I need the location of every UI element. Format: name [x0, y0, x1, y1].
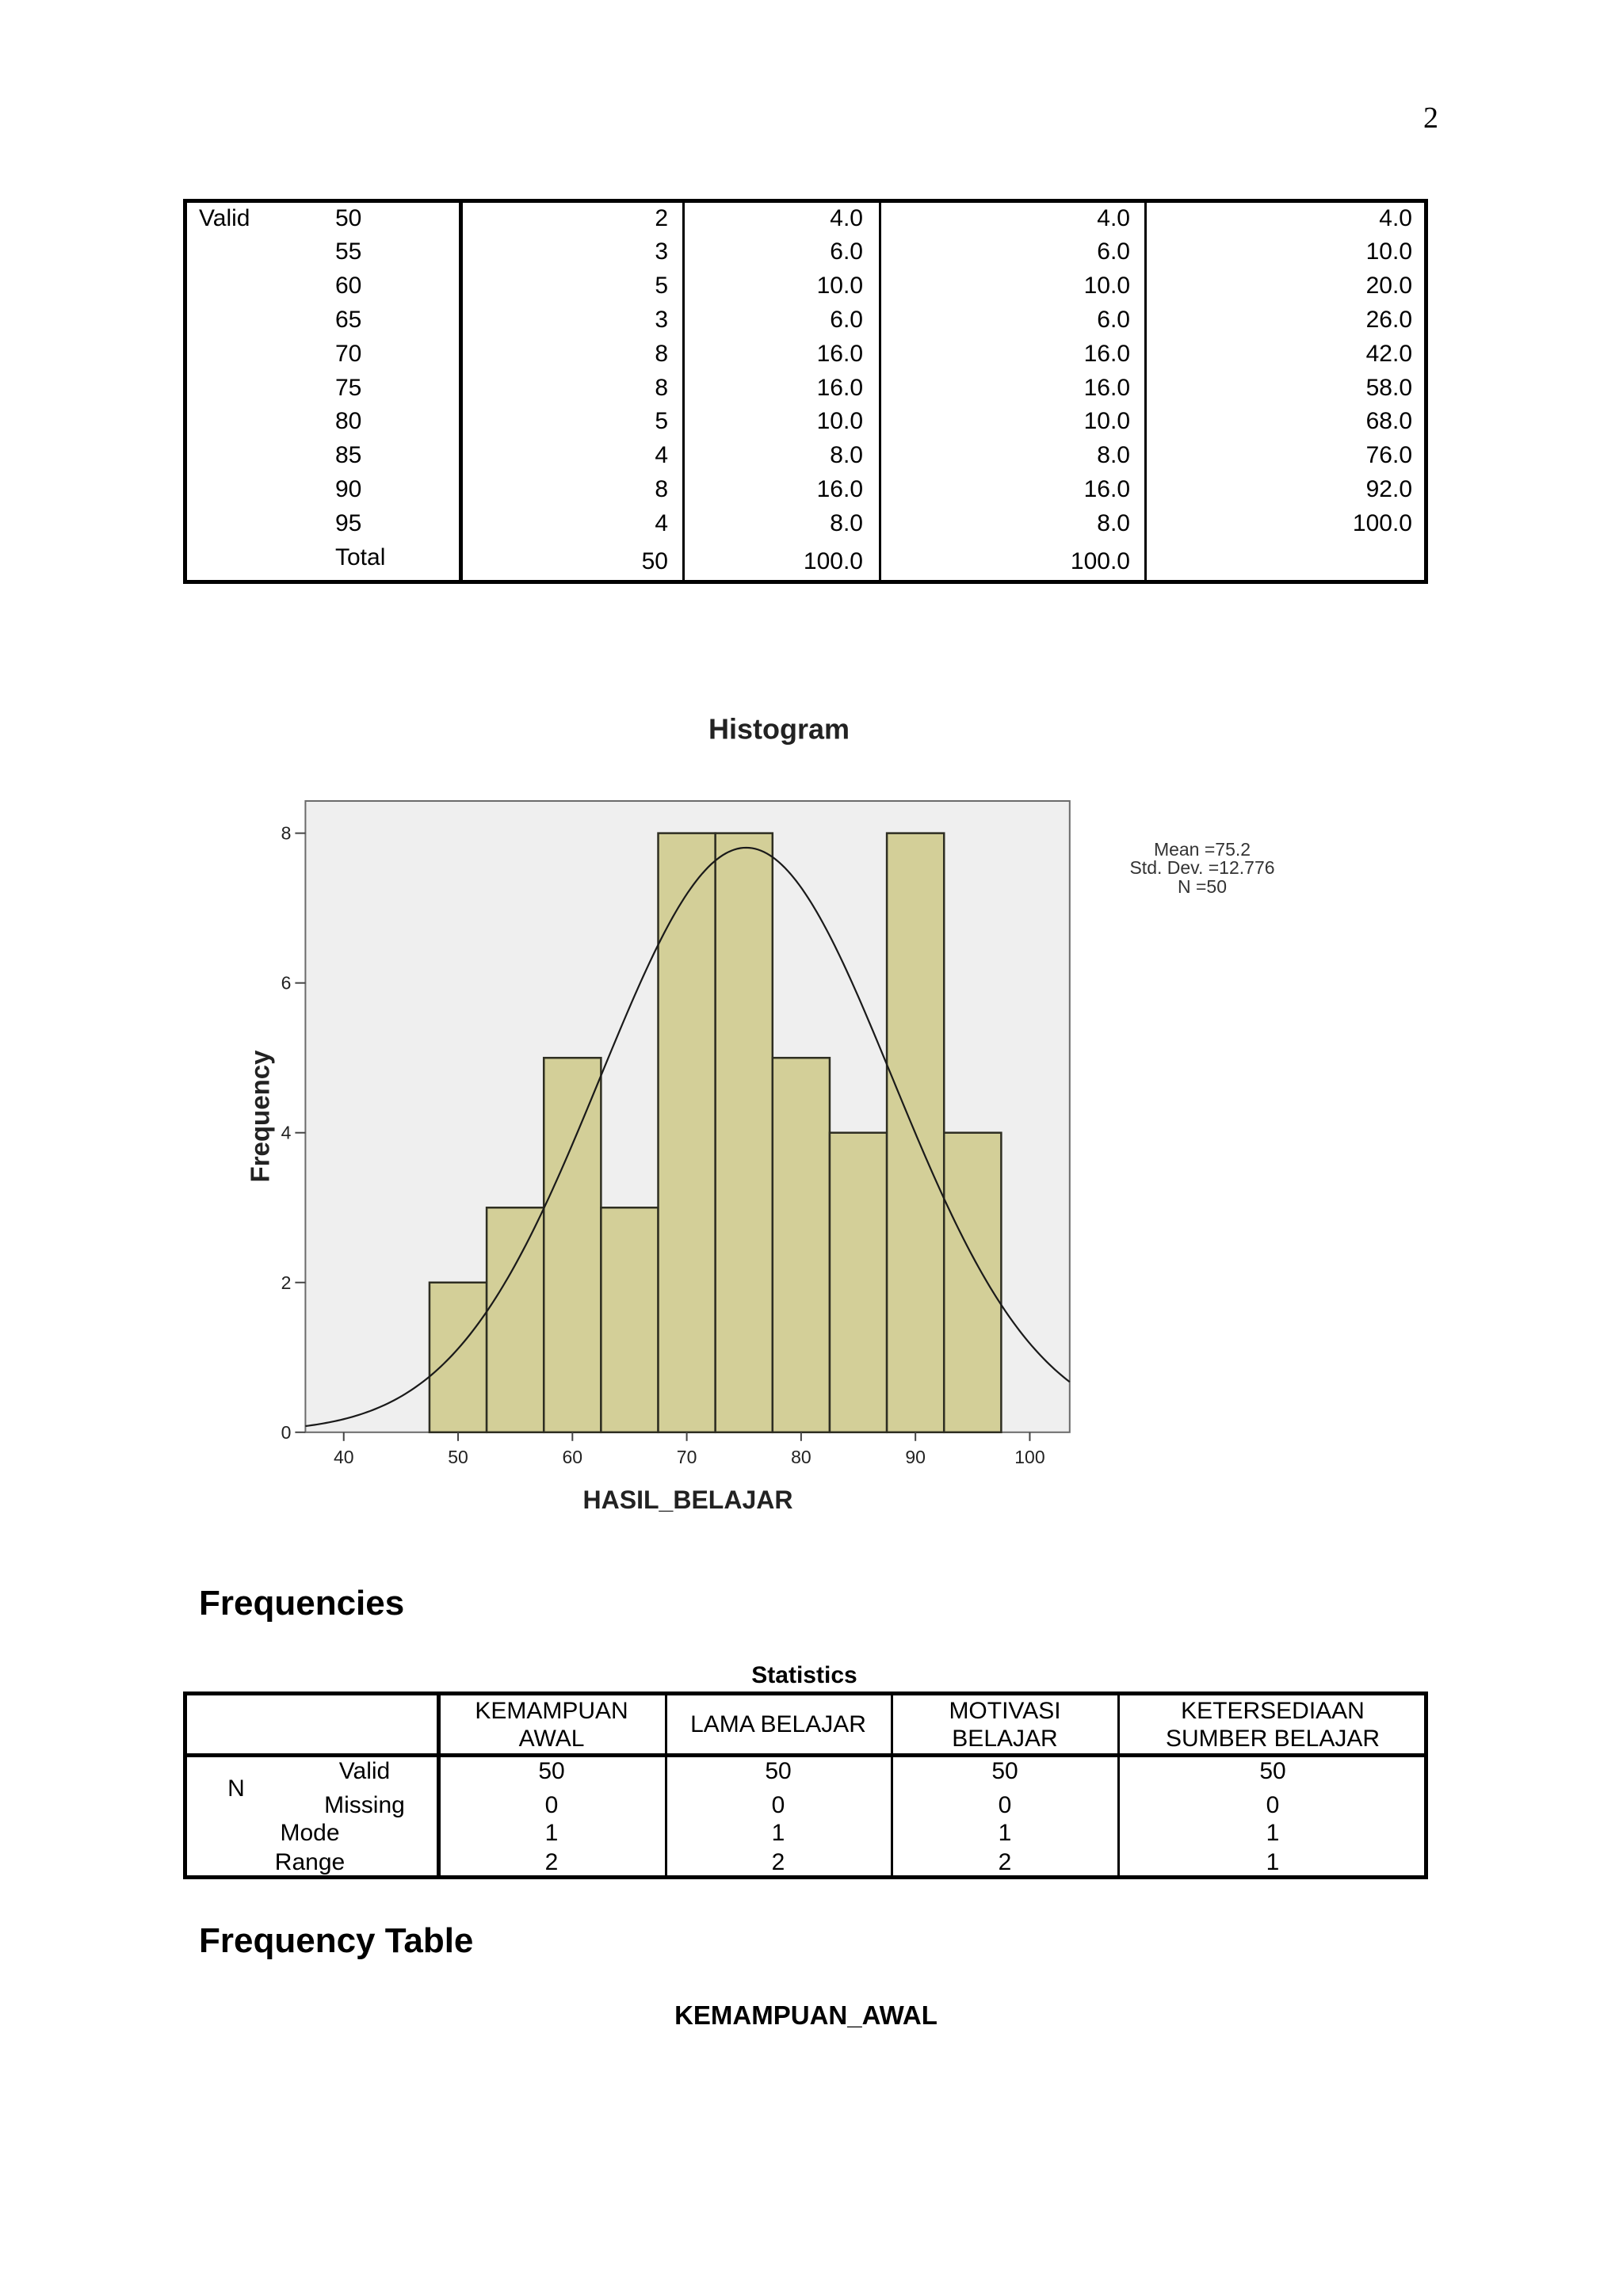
histogram-bar: [944, 1133, 1001, 1432]
frequency-row: [187, 509, 1424, 536]
value-label: 75: [335, 374, 362, 401]
value-label: Total: [335, 544, 386, 570]
statistic-value: 1: [544, 1820, 559, 1846]
cumulative-percent-cell: 58.0: [1365, 374, 1412, 401]
histogram-bar: [601, 1207, 658, 1432]
legend-mean: Mean =75.2: [1153, 839, 1251, 860]
histogram-bar: [544, 1058, 601, 1432]
statistics-row: [187, 1760, 1424, 1783]
percent-cell: 10.0: [816, 273, 863, 299]
cumulative-percent-cell: 42.0: [1365, 340, 1412, 367]
percent-cell: 16.0: [816, 340, 863, 367]
percent-cell: 16.0: [816, 476, 863, 502]
legend-n: N =50: [1177, 876, 1228, 897]
y-tick-label: 2: [281, 1272, 292, 1293]
valid-percent-cell: 100.0: [1070, 548, 1130, 574]
percent-cell: 6.0: [830, 238, 863, 265]
cumulative-percent-cell: [1238, 550, 1412, 574]
valid-percent-cell: 6.0: [1097, 238, 1130, 265]
column-header-line: SUMBER BELAJAR: [1165, 1725, 1381, 1752]
frequency-row: [187, 478, 1424, 502]
cumulative-percent-cell: 92.0: [1365, 476, 1412, 502]
frequency-row: [187, 376, 1424, 400]
row-label: Mode: [280, 1820, 340, 1846]
row-label: Valid: [338, 1758, 391, 1784]
histogram-chart: [222, 689, 1331, 1529]
chart-title: Histogram: [708, 712, 850, 746]
statistic-value: 50: [991, 1758, 1018, 1784]
y-tick-label: 4: [281, 1122, 292, 1143]
percent-cell: 10.0: [816, 408, 863, 435]
percent-cell: 8.0: [830, 442, 863, 469]
x-tick-label: 50: [448, 1446, 468, 1467]
value-label: 80: [335, 408, 362, 435]
x-tick-label: 80: [791, 1446, 812, 1467]
percent-cell: 6.0: [830, 307, 863, 333]
x-axis: [334, 1432, 1045, 1467]
cumulative-percent-cell: 4.0: [1379, 204, 1412, 231]
x-tick-label: 70: [676, 1446, 697, 1467]
valid-percent-cell: 4.0: [1097, 204, 1130, 231]
column-header-line: MOTIVASI: [949, 1697, 1061, 1724]
statistic-value: 0: [1266, 1792, 1280, 1818]
frequency-cell: 50: [641, 548, 668, 574]
statistic-value: 0: [998, 1792, 1012, 1818]
column-divider: [1117, 1695, 1120, 1875]
value-label: 85: [335, 442, 362, 469]
header-divider: [187, 1753, 1424, 1757]
valid-percent-cell: 8.0: [1097, 442, 1130, 469]
frequency-row: [187, 410, 1424, 433]
statistic-value: 0: [771, 1792, 785, 1818]
valid-percent-cell: 16.0: [1083, 340, 1130, 367]
cumulative-percent-cell: 26.0: [1365, 307, 1412, 333]
frequency-cell: 5: [655, 408, 668, 435]
column-divider: [891, 1695, 893, 1875]
n-label: N: [227, 1775, 245, 1802]
statistics-caption: Statistics: [751, 1662, 857, 1688]
frequency-table-heading: Frequency Table: [199, 1921, 474, 1960]
frequency-cell: 4: [655, 509, 668, 536]
frequency-cell: 5: [655, 273, 668, 299]
cumulative-percent-cell: 20.0: [1365, 273, 1412, 299]
statistic-value: 2: [771, 1849, 785, 1875]
statistic-value: 2: [998, 1849, 1012, 1875]
column-header-line: KEMAMPUAN: [475, 1697, 628, 1724]
y-axis-label: Frequency: [245, 1050, 275, 1183]
cumulative-percent-cell: 100.0: [1352, 509, 1412, 536]
statistics-row: [187, 1821, 1424, 1845]
column-header-line: LAMA BELAJAR: [690, 1711, 866, 1737]
frequency-cell: 8: [655, 374, 668, 401]
percent-cell: 4.0: [830, 204, 863, 231]
frequency-row: [187, 342, 1424, 366]
y-tick-label: 6: [281, 972, 292, 994]
statistic-value: 1: [1266, 1820, 1280, 1846]
frequency-row: [187, 274, 1424, 298]
frequency-cell: 2: [655, 204, 668, 231]
column-divider: [437, 1695, 441, 1875]
value-label: 95: [335, 509, 362, 536]
statistics-table: [183, 1691, 1428, 1879]
statistics-row: [187, 1794, 1424, 1817]
page-number: 2: [1423, 101, 1438, 135]
y-tick-label: 8: [281, 822, 292, 844]
statistic-value: 50: [765, 1758, 792, 1784]
percent-cell: 16.0: [816, 374, 863, 401]
x-tick-label: 60: [562, 1446, 583, 1467]
x-axis-label: HASIL_BELAJAR: [582, 1486, 793, 1514]
value-label: 60: [335, 273, 362, 299]
column-header: [667, 1695, 889, 1753]
total-row: [187, 544, 1424, 574]
cumulative-percent-cell: 10.0: [1365, 238, 1412, 265]
statistic-value: 1: [998, 1820, 1012, 1846]
frequency-cell: 8: [655, 340, 668, 367]
histogram-bar: [659, 833, 716, 1432]
x-tick-label: 100: [1014, 1446, 1045, 1467]
frequency-row: [187, 240, 1424, 264]
statistic-value: 1: [1266, 1849, 1280, 1875]
valid-percent-cell: 10.0: [1083, 408, 1130, 435]
frequency-table: [183, 199, 1428, 584]
group-label: Valid: [199, 204, 250, 231]
row-label: Range: [274, 1849, 346, 1875]
column-header: [894, 1695, 1116, 1753]
column-header-line: AWAL: [518, 1725, 585, 1752]
valid-percent-cell: 8.0: [1097, 509, 1130, 536]
histogram-bar: [773, 1058, 830, 1432]
valid-percent-cell: 16.0: [1083, 476, 1130, 502]
percent-cell: 100.0: [803, 548, 863, 574]
cumulative-percent-cell: 76.0: [1365, 442, 1412, 469]
histogram-bar: [430, 1283, 487, 1432]
value-label: 50: [335, 204, 362, 231]
histogram-bar: [487, 1207, 544, 1432]
y-axis: [281, 823, 306, 1443]
percent-cell: 8.0: [830, 509, 863, 536]
row-label: Missing: [324, 1792, 405, 1818]
column-header-line: BELAJAR: [952, 1725, 1058, 1752]
statistic-value: 0: [544, 1792, 559, 1818]
statistic-value: 50: [1259, 1758, 1286, 1784]
statistic-value: 50: [538, 1758, 565, 1784]
valid-percent-cell: 10.0: [1083, 273, 1130, 299]
column-header: [441, 1695, 663, 1753]
valid-percent-cell: 16.0: [1083, 374, 1130, 401]
frequencies-heading: Frequencies: [199, 1584, 405, 1623]
frequency-cell: 8: [655, 476, 668, 502]
value-label: 90: [335, 476, 362, 502]
statistic-value: 2: [544, 1849, 559, 1875]
x-tick-label: 90: [905, 1446, 926, 1467]
frequency-cell: 3: [655, 238, 668, 265]
value-label: 65: [335, 307, 362, 333]
cumulative-percent-cell: 68.0: [1365, 408, 1412, 435]
value-label: 55: [335, 238, 362, 265]
y-tick-label: 0: [281, 1421, 292, 1443]
column-header: [1122, 1695, 1423, 1753]
table-title: KEMAMPUAN_AWAL: [674, 2000, 938, 2030]
frequency-row: [187, 444, 1424, 467]
legend: [1129, 839, 1274, 897]
frequency-cell: 3: [655, 307, 668, 333]
valid-percent-cell: 6.0: [1097, 307, 1130, 333]
legend-std-dev: Std. Dev. =12.776: [1129, 857, 1275, 878]
column-header-line: KETERSEDIAAN: [1181, 1697, 1365, 1724]
value-label: 70: [335, 340, 362, 367]
frequency-cell: 4: [655, 442, 668, 469]
histogram-bar: [830, 1133, 887, 1432]
frequency-row: [187, 204, 1424, 231]
histogram-bar: [716, 833, 773, 1432]
statistics-row: [187, 1851, 1424, 1875]
frequency-row: [187, 308, 1424, 332]
statistic-value: 1: [771, 1820, 785, 1846]
x-tick-label: 40: [333, 1446, 354, 1467]
